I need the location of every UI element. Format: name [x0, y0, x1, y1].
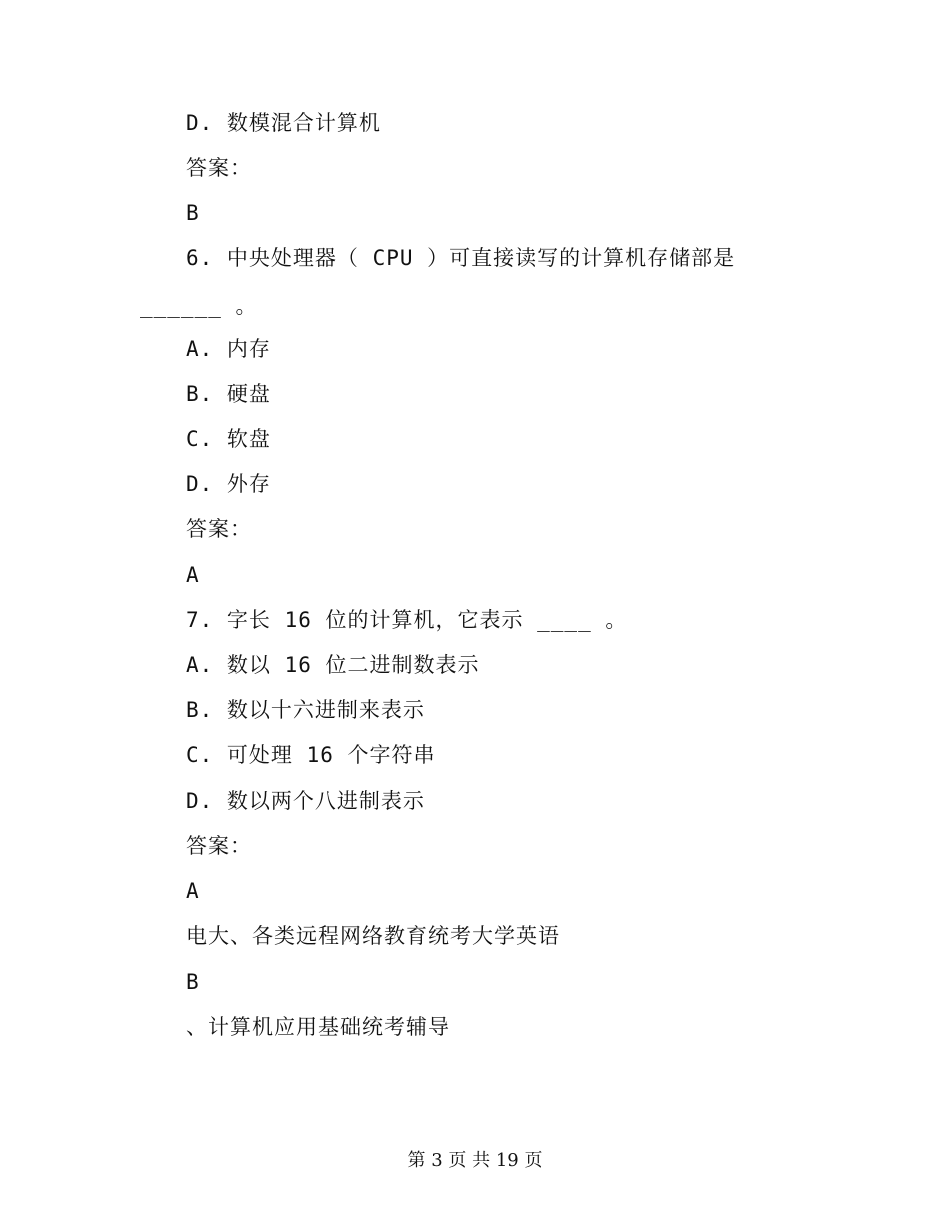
option-c-q6: C. 软盘 — [186, 427, 271, 451]
answer-value: A — [186, 563, 200, 587]
question-6-blank: ______ 。 — [140, 294, 258, 318]
option-d-q5: D. 数模混合计算机 — [186, 111, 381, 135]
option-a-q6: A. 内存 — [186, 337, 271, 361]
answer-value: B — [186, 201, 200, 225]
banner-text: 电大、各类远程网络教育统考大学英语 — [186, 924, 560, 948]
page-number-footer: 第 3 页 共 19 页 — [407, 1150, 543, 1171]
question-6: 6. 中央处理器（ CPU ）可直接读写的计算机存储部是 — [186, 246, 736, 270]
question-7: 7. 字长 16 位的计算机，它表示 ____ 。 — [186, 608, 628, 632]
option-b-q6: B. 硬盘 — [186, 382, 271, 406]
banner-subtitle: 、计算机应用基础统考辅导 — [186, 1015, 450, 1039]
option-d-q7: D. 数以两个八进制表示 — [186, 789, 425, 813]
option-c-q7: C. 可处理 16 个字符串 — [186, 743, 436, 767]
answer-label: 答案： — [186, 517, 252, 541]
answer-label: 答案： — [186, 156, 252, 180]
option-a-q7: A. 数以 16 位二进制数表示 — [186, 653, 480, 677]
option-d-q6: D. 外存 — [186, 472, 271, 496]
banner-letter: B — [186, 970, 200, 994]
answer-value: A — [186, 879, 200, 903]
answer-label: 答案： — [186, 834, 252, 858]
option-b-q7: B. 数以十六进制来表示 — [186, 698, 425, 722]
